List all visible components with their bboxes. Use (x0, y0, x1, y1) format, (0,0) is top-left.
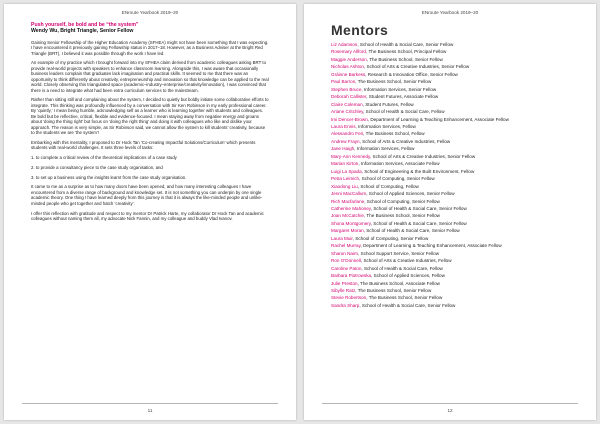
article-title: Push yourself, be bold and be “the system” (31, 22, 139, 28)
right-page (304, 4, 596, 420)
list-item: 2. to provide a consultancy piece to the case study organisation, and (31, 164, 163, 170)
mentor-item (331, 190, 581, 197)
mentor-item (331, 86, 581, 93)
mentor-detail: , School of Engineering & the Built Environment, Fellow (361, 168, 475, 174)
mentor-item (331, 56, 581, 63)
page-number: 12 (447, 408, 453, 413)
mentor-name: Caroline Paton (331, 265, 362, 271)
mentor-item (331, 198, 581, 205)
mentor-detail: , School of Applied Sciences, Fellow (371, 273, 445, 279)
mentor-name: Imi Dencer-Brown (331, 116, 368, 122)
mentor-detail: , Student Futures, Associate Fellow (366, 94, 439, 100)
paragraph: Embarking with this mentality, I proposed to Dr Hock Tan ‘Co-creating Impactful Solutions/Curriculum’ which presents students with real-world challenges. It sets three levels of tasks: (31, 139, 256, 151)
mentor-detail: , The Business School, Senior Fellow (366, 295, 443, 301)
paragraph: An example of my practice which I brought forward into my SFHEA claim derived from academic colleagues asking BRT to provide real-world projects with speakers to enhance classroom learning. Alongside this, I was aware that occasionally business leaders complain that graduates lack imagination and practical skills. It seemed to me that there was an opportunity to think differently about creativity, entrepreneurship and innovation so that knowledge can be applied to the real world. Closely observing this triangulated space (academic–industry–enterprise/creativity/innovation), I was convinced that there is a need to integrate what had been extra curriculum services to the mainstream. (31, 60, 269, 93)
mentor-item (331, 93, 581, 100)
article-byline: Wendy Wu, Bright Triangle, Senior Fellow (31, 28, 134, 35)
mentor-name: Sibylle Ratz (331, 287, 356, 293)
mentor-detail: , Department of Learning & Teaching Enhancement, Associate Fellow (367, 116, 509, 122)
mentor-item (331, 168, 581, 175)
mentor-item (331, 235, 581, 242)
mentor-item (331, 294, 581, 301)
mentor-item (331, 287, 581, 294)
mentor-item (331, 78, 581, 85)
mentor-detail: , The Business School, Senior Fellow (363, 213, 440, 219)
mentor-name: Jenni MacCallum (331, 191, 367, 197)
mentor-name: Rosemary Allford (331, 49, 366, 55)
mentor-detail: , School of Health & Social Care, Fellow (363, 109, 445, 115)
mentor-name: Barbara Piotrowska (331, 273, 372, 279)
mentor-detail: , School of Arts & Creative Industries, Fellow (360, 258, 452, 264)
page-footer (22, 403, 278, 413)
mentor-name: Rachel Murray (331, 243, 361, 249)
mentor-detail: , Student Futures, Fellow (362, 101, 414, 107)
mentor-name: Stevie Robertson (331, 295, 367, 301)
mentor-item (331, 138, 581, 145)
mentor-name: Laura Ennis (331, 123, 356, 129)
mentor-item (331, 183, 581, 190)
mentor-name: Ron O’Donnell (331, 258, 361, 264)
mentor-name: Xiaodong Liu (331, 183, 358, 189)
mentor-item (331, 265, 581, 272)
running-head: ENroute Yearbook 2019–20 (121, 10, 179, 15)
mentor-detail: , School of Applied Sciences, Senior Fellow (366, 191, 455, 197)
mentor-item (331, 101, 581, 108)
mentor-detail: , Department of Learning & Teaching Enhancement, Associate Fellow (360, 243, 502, 249)
paragraph: It came to me as a surprise as to how many doors have been opened, and how many interesting colleagues I have encountered from a diverse range of background and knowledge set. It is not something you can underpin by one single academic theory. One thing I have learned deeply from this journey is that it is always the like-minded people and unlike-minded people who get together and hatch ‘creativity’. (31, 184, 263, 206)
mentor-detail: , The Business School, Fellow (363, 131, 425, 137)
page-number: 11 (147, 408, 153, 413)
mentor-detail: , School of Health & Social Care, Senior Fellow (363, 228, 460, 234)
mentor-name: Julie Preston (331, 280, 358, 286)
mentor-name: Nicholas Ashton (331, 64, 364, 70)
page-footer (322, 403, 578, 413)
mentor-detail: , School of Health & Social Care, Senior Fellow (370, 220, 467, 226)
mentor-detail: , School of Arts & Creative Industries, Fellow (359, 138, 451, 144)
mentor-detail: , School of Health & Social Care, Senior Fellow (359, 302, 456, 308)
mentor-name: Maggie Anderson (331, 56, 367, 62)
paragraph: I offer this reflection with gratitude and respect to my mentor Dr Patrick Harte, my collaborator Dr Hock Tan and academic colleagues without naming them all, my advocate Nick Fannin, and my colleague and buddy Vlad Ivanov. (31, 210, 264, 221)
mentor-name: Margaret Moran (331, 228, 364, 234)
list-item: 1. to complete a critical review of the theoretical implications of a case study (31, 155, 177, 161)
mentor-detail: , The Business School, Associate Fellow (357, 280, 440, 286)
mentor-detail: , School of Arts & Creative Industries, Senior Fellow (363, 64, 470, 70)
article (31, 22, 269, 226)
mentor-item (331, 108, 581, 115)
mentor-detail: , School of Arts & Creative Industries, Senior Fellow (369, 153, 476, 159)
mentor-detail: , School of Computing, Senior Fellow (352, 235, 429, 241)
mentor-item (331, 302, 581, 309)
mentor-item (331, 220, 581, 227)
mentor-list (331, 41, 581, 309)
mentor-detail: , The Business School, Senior Fellow (355, 79, 432, 85)
mentor-name: Claire Coleman (331, 101, 363, 107)
mentor-detail: , Information Services, Associate Fellow (358, 161, 440, 167)
mentor-detail: , School of Computing, Senior Fellow (364, 198, 440, 204)
mentor-detail: , The Business School, Principal Fellow (365, 49, 447, 55)
mentor-item (331, 175, 581, 182)
running-head: ENroute Yearbook 2019–20 (421, 10, 479, 15)
mentor-item (331, 63, 581, 70)
mentor-detail: , Information Services, Fellow (354, 146, 415, 152)
mentor-name: Shona Montgomery (331, 220, 371, 226)
mentor-item (331, 48, 581, 55)
mentor-name: Mary-Ann Kennedy (331, 153, 370, 159)
paragraph: Gaining Senior Fellowship of the Higher Education Academy (SFHEA) might not have been something that I was expecting. I have encountered it previously gaining Fellowship status in 2017–18. However, as a Business Adviser at the Bright Red Triangle (BRT), I believed it was possible through the work I have led. (31, 39, 269, 56)
mentor-name: Rich Macfarlane (331, 198, 365, 204)
mentor-name: Liz Adamson (331, 42, 358, 47)
mentor-item (331, 212, 581, 219)
mentor-item (331, 123, 581, 130)
mentor-item (331, 227, 581, 234)
mentor-name: Deborah Callister (331, 94, 367, 100)
mentor-detail: , School of Health & Social Care, Senior Fellow (370, 205, 467, 211)
mentor-name: Gráinne Barkess (331, 71, 366, 77)
mentor-detail: , School of Health & Social Care, Fellow (361, 265, 443, 271)
mentors-heading: Mentors (331, 22, 389, 38)
mentor-item (331, 153, 581, 160)
mentor-item (331, 272, 581, 279)
mentor-item (331, 160, 581, 167)
mentor-item (331, 280, 581, 287)
mentor-detail: , School Support Service, Senior Fellow (358, 250, 440, 256)
left-page (4, 4, 296, 420)
mentor-name: Luigi La Spada (331, 168, 362, 174)
mentor-item (331, 41, 581, 48)
mentor-item (331, 205, 581, 212)
mentor-name: Stephen Bruce (331, 86, 362, 92)
mentor-detail: , Information Services, Fellow (355, 123, 416, 129)
mentor-name: Ariane Critchley (331, 109, 364, 115)
mentor-item (331, 116, 581, 123)
mentor-detail: , Information Services, Senior Fellow (361, 86, 437, 92)
mentor-name: Andrew Frayn (331, 138, 360, 144)
mentor-detail: , Research & Innovation Office, Senior Fellow (365, 71, 458, 77)
mentors-section (331, 22, 581, 309)
mentor-detail: , The Business School, Senior Fellow (355, 287, 432, 293)
mentor-detail: , School of Computing, Fellow (357, 183, 419, 189)
mentor-name: Sandra Sharp (331, 302, 360, 308)
mentor-detail: , School of Computing, Senior Fellow (359, 176, 435, 182)
paragraph: Rather than sitting still and complaining about the system, I decided to quietly but boldly initiate some collaborative efforts to integrate. This thinking was profoundly influenced by a conversation with Sir Ken Robinson in my early professional career. By ‘quietly,’ I mean being humble, acknowledging self as a learner who is learning together with students and colleagues. Be bold but be reflective, critical, flexible and evidence-focused. I mean staying away from negative energy and groans about ‘doing the thing right’ but focus on ‘doing the right thing’ and doing it with colleagues who like and dislike your approach. The reason is very simple, as Sir Robinson said, we cannot allow the system to kill students’ creativity, because to the students we are ‘the system’! (31, 97, 269, 136)
mentor-name: Laura Muir (331, 235, 353, 241)
mentor-item (331, 257, 581, 264)
list-item: 3. to set up a business using the insights learnt from the case study organisation. (31, 174, 187, 180)
mentor-detail: , School of Health & Social Care, Senior Fellow (357, 42, 454, 47)
mentor-name: Jane Haigh (331, 146, 355, 152)
mentor-name: Petra Leimich (331, 176, 360, 182)
mentor-item (331, 71, 581, 78)
mentor-name: Alessandro Feri (331, 131, 364, 137)
mentor-name: Marian Kirton (331, 161, 359, 167)
mentor-name: Joan McCatchie (331, 213, 364, 219)
mentor-item (331, 242, 581, 249)
mentor-name: Catherine Mahoney (331, 205, 371, 211)
mentor-name: Paul Barron (331, 79, 356, 85)
mentor-item (331, 130, 581, 137)
mentor-item (331, 145, 581, 152)
mentor-item (331, 250, 581, 257)
article-body (31, 40, 269, 222)
mentor-detail: , The Business School, Senior Fellow (366, 56, 443, 62)
mentor-name: Sharon Nairn (331, 250, 359, 256)
